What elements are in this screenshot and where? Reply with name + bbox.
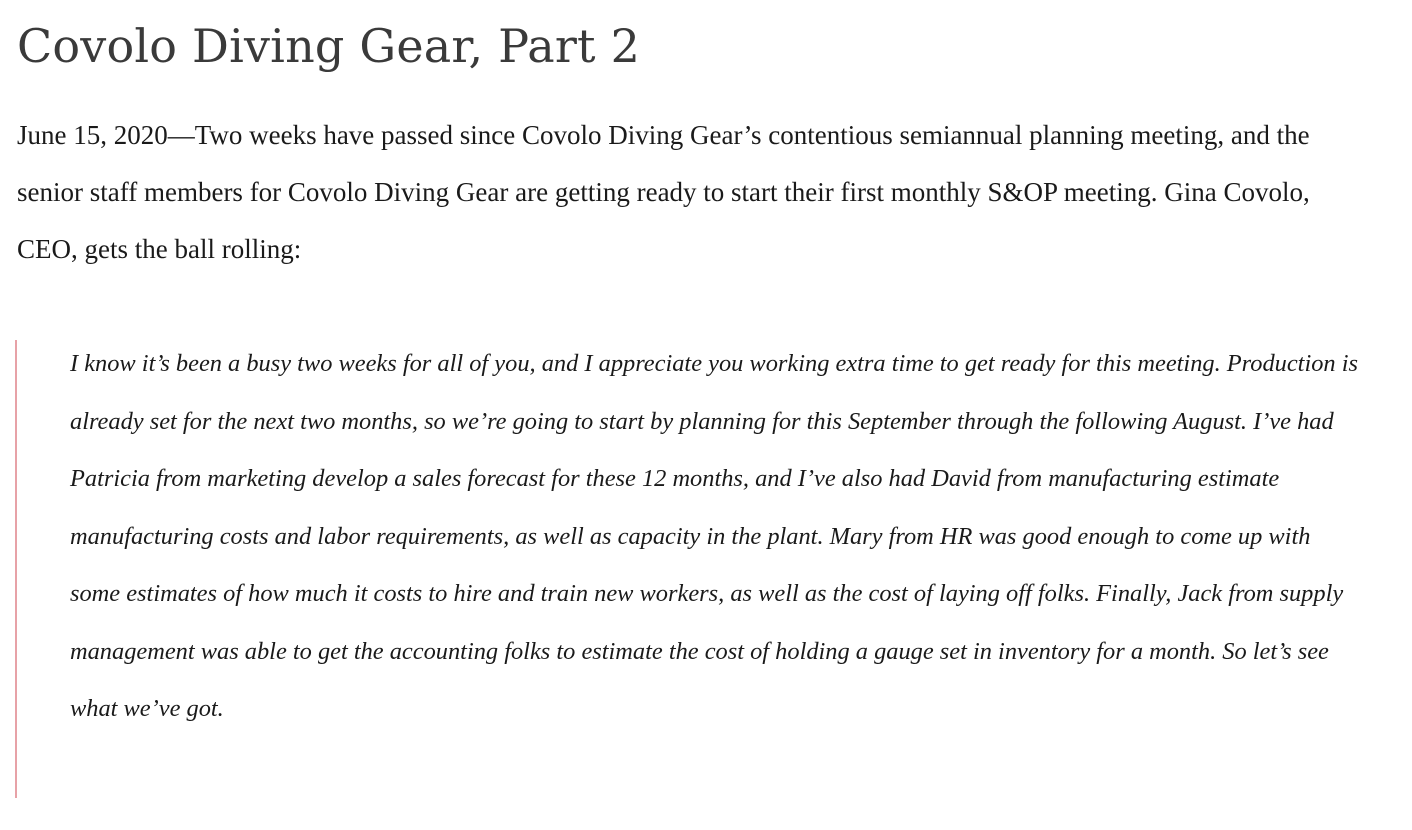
blockquote (15, 340, 1385, 798)
intro-paragraph: June 15, 2020—Two weeks have passed since Covolo Diving Gear’s contentious semiannual planning meeting, and the senior staff members for Covolo Diving Gear are getting ready to start their first monthly S&OP meeting. Gina Covolo, CEO, gets the ball rolling: (17, 120, 1310, 264)
page-title: Covolo Diving Gear, Part 2 (17, 19, 641, 73)
blockquote-text: I know it’s been a busy two weeks for all of you, and I appreciate you working extra time to get ready for this meeting. Production is already set for the next two months, so we’re going to start by planning for this September through the following August. I’ve had Patricia from marketing develop a sales forecast for these 12 months, and I’ve also had David from manufacturing estimate manufacturing costs and labor requirements, as well as capacity in the plant. Mary from HR was good enough to come up with some estimates of how much it costs to hire and train new workers, as well as the cost of laying off folks. Finally, Jack from supply management was able to get the accounting folks to estimate the cost of holding a gauge set in inventory for a month. So let’s see what we’ve got. (70, 350, 1358, 722)
